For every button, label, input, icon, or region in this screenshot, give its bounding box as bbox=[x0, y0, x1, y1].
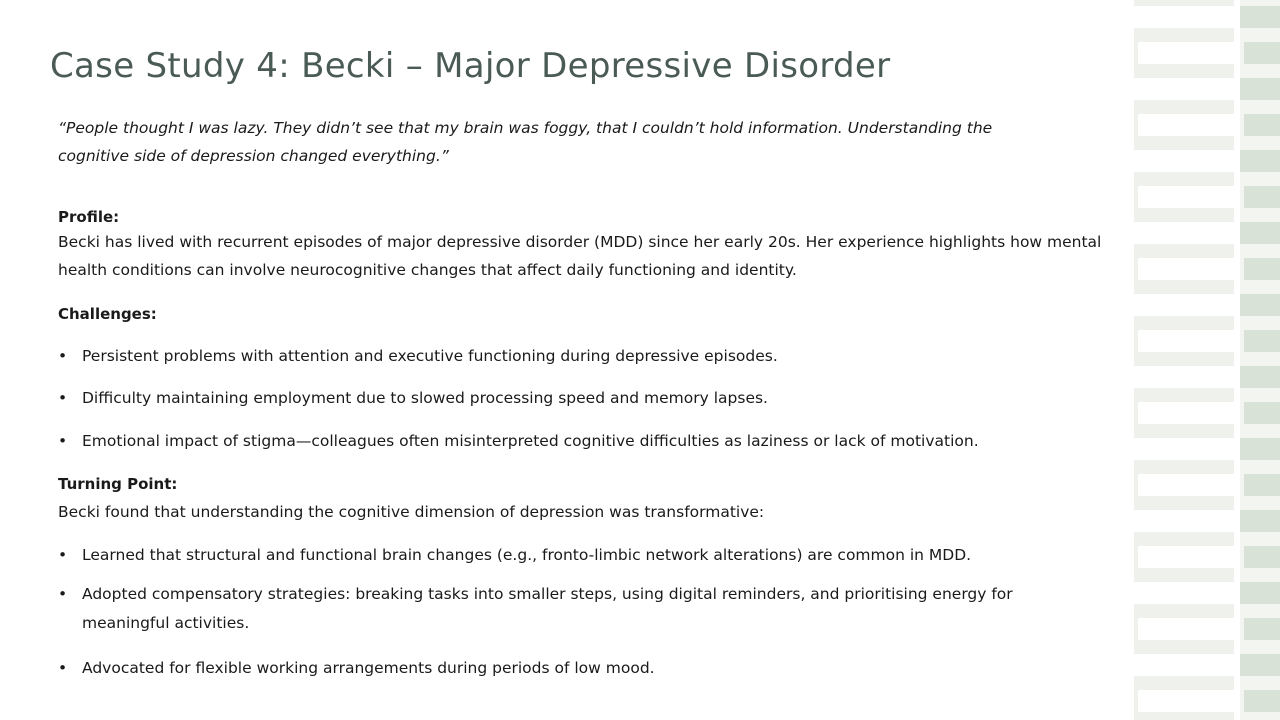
profile-text: Becki has lived with recurrent episodes of major depressive disorder (MDD) since her early 20s. Her experience highlights how mental health conditions can involve neurocognitive changes that affect daily functioning and identity. bbox=[58, 233, 1102, 279]
stripe bbox=[1244, 474, 1280, 496]
list-item bbox=[58, 342, 1078, 371]
stripe bbox=[1138, 114, 1234, 136]
stripe bbox=[1240, 78, 1280, 100]
stripe-band-right bbox=[1240, 0, 1280, 720]
stripe bbox=[1134, 6, 1234, 28]
stripe bbox=[1134, 438, 1234, 460]
stripe bbox=[1134, 582, 1234, 604]
stripe bbox=[1244, 114, 1280, 136]
stripe bbox=[1240, 438, 1280, 460]
stripe bbox=[1134, 654, 1234, 676]
turning-point-text: Adopted compensatory strategies: breaking tasks into smaller steps, using digital reminders, and prioritising energy for meaningful activities. bbox=[82, 585, 1013, 632]
stripe bbox=[1240, 150, 1280, 172]
stripe bbox=[1240, 294, 1280, 316]
stripe bbox=[1240, 222, 1280, 244]
bullet-icon: • bbox=[58, 546, 68, 564]
bullet-icon: • bbox=[58, 432, 68, 450]
turning-point-intro: Becki found that understanding the cognitive dimension of depression was transformative: bbox=[58, 503, 765, 521]
profile-heading: Profile: bbox=[58, 208, 120, 226]
decorative-stripes bbox=[1134, 0, 1280, 720]
stripe bbox=[1244, 330, 1280, 352]
bullet-icon: • bbox=[58, 347, 68, 365]
stripe bbox=[1240, 654, 1280, 676]
stripe bbox=[1134, 78, 1234, 100]
stripe bbox=[1138, 474, 1234, 496]
list-item bbox=[58, 580, 1078, 638]
stripe bbox=[1240, 6, 1280, 28]
stripe bbox=[1244, 258, 1280, 280]
stripe bbox=[1240, 366, 1280, 388]
stripe bbox=[1240, 582, 1280, 604]
bullet-icon: • bbox=[58, 389, 68, 407]
stripe bbox=[1244, 690, 1280, 712]
bullet-icon: • bbox=[58, 585, 68, 603]
stripe bbox=[1244, 186, 1280, 208]
stripe bbox=[1134, 294, 1234, 316]
turning-point-heading: Turning Point: bbox=[58, 475, 178, 493]
slide-title: Case Study 4: Becki – Major Depressive Disorder bbox=[50, 46, 891, 86]
stripe bbox=[1134, 366, 1234, 388]
stripe bbox=[1244, 618, 1280, 640]
challenge-text: Persistent problems with attention and executive functioning during depressive episodes. bbox=[82, 347, 778, 365]
stripe-background bbox=[1134, 0, 1234, 720]
list-item bbox=[58, 384, 1078, 413]
list-item bbox=[58, 654, 1078, 683]
quote: “People thought I was lazy. They didn’t see that my brain was foggy, that I couldn’t hold information. Understanding the cognitive side of depression changed everything.” bbox=[58, 119, 993, 165]
list-item bbox=[58, 427, 1078, 456]
bullet-icon: • bbox=[58, 659, 68, 677]
stripe bbox=[1134, 222, 1234, 244]
challenge-text: Difficulty maintaining employment due to slowed processing speed and memory lapses. bbox=[82, 389, 768, 407]
challenges-heading: Challenges: bbox=[58, 305, 157, 323]
stripe bbox=[1138, 330, 1234, 352]
stripe bbox=[1138, 618, 1234, 640]
stripe bbox=[1134, 150, 1234, 172]
challenge-text: Emotional impact of stigma—colleagues often misinterpreted cognitive difficulties as laziness or lack of motivation. bbox=[82, 432, 979, 450]
list-item bbox=[58, 541, 1078, 570]
stripe bbox=[1138, 402, 1234, 424]
stripe bbox=[1138, 258, 1234, 280]
stripe bbox=[1134, 510, 1234, 532]
stripe bbox=[1138, 42, 1234, 64]
stripe bbox=[1138, 186, 1234, 208]
turning-point-text: Learned that structural and functional brain changes (e.g., fronto-limbic network alterations) are common in MDD. bbox=[82, 546, 972, 564]
stripe bbox=[1244, 402, 1280, 424]
stripe bbox=[1138, 690, 1234, 712]
stripe bbox=[1240, 510, 1280, 532]
stripe bbox=[1138, 546, 1234, 568]
stripe-background bbox=[1240, 0, 1280, 720]
stripe bbox=[1244, 546, 1280, 568]
stripe-band-left bbox=[1134, 0, 1234, 720]
turning-point-text: Advocated for flexible working arrangements during periods of low mood. bbox=[82, 659, 655, 677]
stripe bbox=[1244, 42, 1280, 64]
